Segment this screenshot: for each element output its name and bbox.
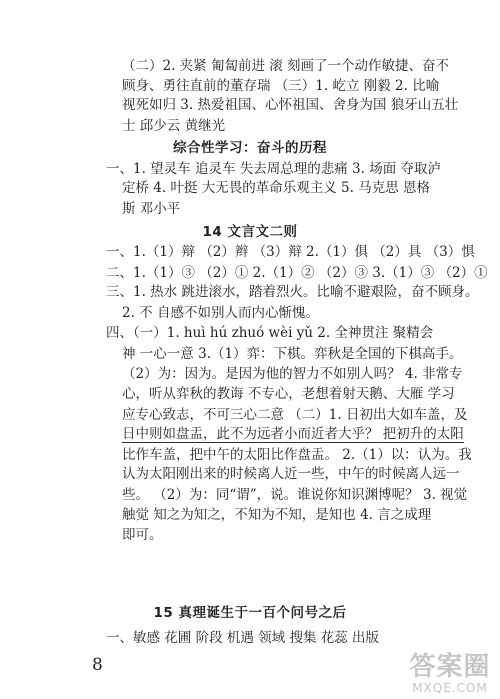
answer-line: 2. 不 自感不如别人而内心惭愧。: [122, 304, 319, 321]
section-heading: 综合性学习：奋斗的历程: [173, 140, 327, 156]
answer-line: （2）为：因为。是因为他的智力不如别人吗？ 4. 非常专: [122, 365, 463, 382]
answer-line: 一、1. 望灵车 追灵车 失去周总理的悲痛 3. 场面 夺取泸: [106, 160, 442, 177]
answer-line: 视死如归 3. 热爱祖国、心怀祖国、舍身为国 狼牙山五壮: [122, 97, 459, 114]
answer-line: 三、1. 热水 跳进滚水，踏着烈火。比喻不避艰险，奋不顾身。: [106, 284, 479, 301]
answer-line: 即可。: [122, 527, 163, 544]
answer-line: 顾身、勇往直前的董存瑞 （三）1. 屹立 刚毅 2. 比喻: [122, 77, 440, 94]
watermark-main: 答案圈: [409, 652, 491, 682]
answer-line: 应专心致志，不可三心二意 （二）1. 日初出大如车盖，及: [122, 406, 468, 423]
answer-line: 一、1.（1）辩 （2）辫 （3）辩 2.（1）俱 （2）具 （3）惧: [106, 244, 475, 261]
page-number: 8: [92, 655, 103, 675]
answer-line: 心，听从弈秋的教诲 不专心，老想着射天鹅、大雁 学习: [122, 386, 455, 402]
answer-line: 认为太阳刚出来的时候离人近一些，中午的时候离人远一: [122, 466, 460, 483]
answer-line: 二、1.（1）③ （2）① 2.（1）② （2）③ 3.（1）③ （2）①: [106, 264, 488, 281]
answer-line: （二）2. 夹紧 匍匐前进 滚 刻画了一个动作敏捷、奋不: [122, 58, 450, 74]
answer-line: 日中则如盘盂，此不为远者小而近者大乎？ 把初升的太阳: [122, 426, 464, 443]
answer-line: 一、敏感 花圃 阶段 机遇 领域 搜集 花蕊 出版: [106, 630, 380, 646]
answer-line: 触觉 知之为知之，不知为不知，是知也 4. 言之成理: [122, 507, 432, 524]
watermark-logo: [404, 653, 496, 697]
section-heading: 15 真理诞生于一百个问号之后: [153, 605, 347, 621]
answer-line: 神 一心一意 3.（1）弈：下棋。弈秋是全国的下棋高手。: [122, 345, 463, 362]
watermark-sub: MXQE.COM: [412, 681, 488, 695]
answer-line: 些。 （2）为：同“谓”，说。谁说你知识渊博呢？ 3. 视觉: [122, 486, 468, 503]
answer-line: 比作车盖，把中午的太阳比作盘盂。 2.（1）以：认为。我: [122, 446, 472, 463]
answer-line: 定桥 4. 叶挺 大无畏的革命乐观主义 5. 马克思 恩格: [122, 180, 431, 197]
answer-line: 士 邱少云 黄继光: [122, 117, 226, 134]
answer-line: 四、（一）1. huì hú zhuó wèi yǔ 2. 全神贯注 聚精会: [106, 325, 434, 342]
answer-line: 斯 邓小平: [122, 200, 181, 217]
section-heading: 14 文言文二则: [202, 223, 298, 240]
